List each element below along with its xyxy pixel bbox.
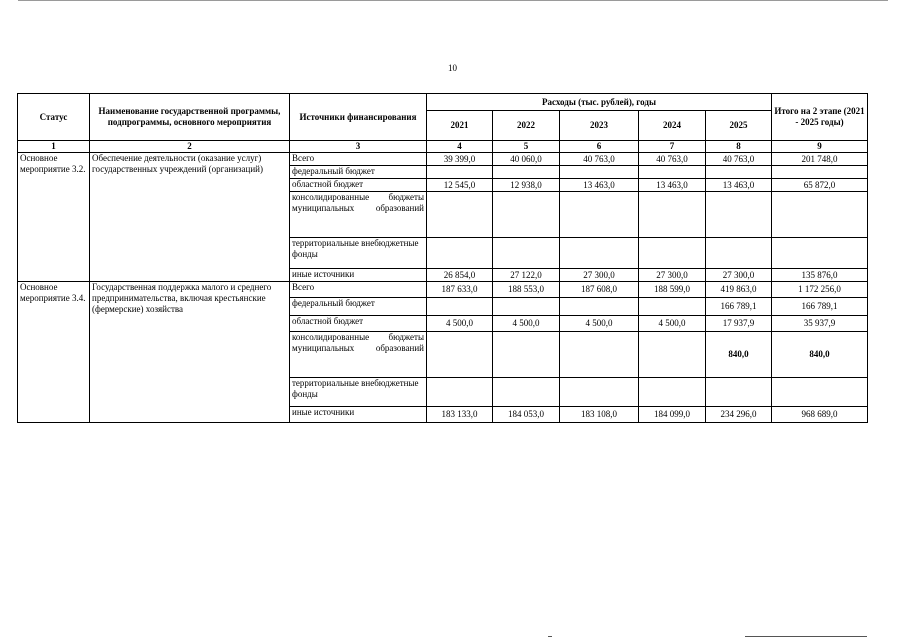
value-cell (427, 166, 493, 179)
value-cell (706, 378, 772, 407)
value-cell: 183 133,0 (427, 407, 493, 423)
table-row (18, 282, 868, 298)
total-cell: 65 872,0 (772, 179, 868, 192)
source-cell: территориальные внебюджетные фонды (290, 378, 427, 407)
value-cell (560, 298, 639, 316)
value-cell: 840,0 (706, 332, 772, 378)
value-cell (639, 298, 706, 316)
source-cell: консолидированные бюджеты муниципальных образований (290, 332, 427, 378)
total-cell: 968 689,0 (772, 407, 868, 423)
value-cell: 13 463,0 (706, 179, 772, 192)
value-cell (639, 238, 706, 269)
value-cell: 27 122,0 (493, 269, 560, 282)
header-year: 2021 (427, 111, 493, 141)
value-cell: 234 296,0 (706, 407, 772, 423)
header-total: Итого на 2 этапе (2021 - 2025 годы) (772, 94, 868, 141)
value-cell (493, 332, 560, 378)
index-cell: 8 (706, 141, 772, 153)
value-cell: 183 108,0 (560, 407, 639, 423)
value-cell: 4 500,0 (427, 316, 493, 332)
value-cell (706, 238, 772, 269)
value-cell: 4 500,0 (639, 316, 706, 332)
measure-name: Государственная поддержка малого и среднего предпринимательства, включая крестьянские (фермерские) хозяйства (90, 282, 290, 423)
source-cell: иные источники (290, 407, 427, 423)
value-cell (427, 238, 493, 269)
value-cell (560, 332, 639, 378)
index-cell: 1 (18, 141, 90, 153)
total-cell (772, 166, 868, 179)
total-cell: 166 789,1 (772, 298, 868, 316)
index-row (18, 141, 868, 153)
source-cell: федеральный бюджет (290, 166, 427, 179)
value-cell (560, 378, 639, 407)
total-cell: 840,0 (772, 332, 868, 378)
value-cell: 39 399,0 (427, 153, 493, 166)
index-cell: 3 (290, 141, 427, 153)
value-cell: 27 300,0 (706, 269, 772, 282)
value-cell (493, 166, 560, 179)
index-cell: 7 (639, 141, 706, 153)
table-row (18, 153, 868, 166)
value-cell: 40 060,0 (493, 153, 560, 166)
index-cell: 5 (493, 141, 560, 153)
value-cell (706, 192, 772, 238)
budget-table (17, 93, 868, 423)
value-cell: 13 463,0 (639, 179, 706, 192)
index-cell: 4 (427, 141, 493, 153)
measure-status: Основное мероприятие 3.4. (18, 282, 90, 423)
header-sources: Источники финансирования (290, 94, 427, 141)
value-cell: 12 545,0 (427, 179, 493, 192)
source-cell: федеральный бюджет (290, 298, 427, 316)
value-cell: 4 500,0 (493, 316, 560, 332)
source-cell: областной бюджет (290, 316, 427, 332)
value-cell: 188 553,0 (493, 282, 560, 298)
value-cell: 187 608,0 (560, 282, 639, 298)
source-cell: Всего (290, 153, 427, 166)
header-year: 2022 (493, 111, 560, 141)
scan-mark (548, 636, 552, 637)
value-cell: 13 463,0 (560, 179, 639, 192)
value-cell (639, 192, 706, 238)
value-cell (427, 192, 493, 238)
page-number: 10 (448, 63, 457, 73)
value-cell: 4 500,0 (560, 316, 639, 332)
value-cell (427, 332, 493, 378)
value-cell (493, 192, 560, 238)
value-cell: 40 763,0 (560, 153, 639, 166)
header-year: 2023 (560, 111, 639, 141)
value-cell (427, 378, 493, 407)
value-cell (639, 166, 706, 179)
value-cell: 419 863,0 (706, 282, 772, 298)
value-cell: 27 300,0 (639, 269, 706, 282)
value-cell: 184 099,0 (639, 407, 706, 423)
total-cell: 135 876,0 (772, 269, 868, 282)
header-program: Наименование государственной программы, подпрограммы, основного мероприятия (90, 94, 290, 141)
source-cell: иные источники (290, 269, 427, 282)
value-cell (427, 298, 493, 316)
source-cell: областной бюджет (290, 179, 427, 192)
value-cell (493, 378, 560, 407)
value-cell: 40 763,0 (639, 153, 706, 166)
source-cell: территориальные внебюджетные фонды (290, 238, 427, 269)
value-cell: 40 763,0 (706, 153, 772, 166)
value-cell: 188 599,0 (639, 282, 706, 298)
value-cell: 27 300,0 (560, 269, 639, 282)
value-cell (639, 378, 706, 407)
value-cell (560, 238, 639, 269)
source-cell: консолидированные бюджеты муниципальных образований (290, 192, 427, 238)
value-cell (560, 192, 639, 238)
value-cell: 184 053,0 (493, 407, 560, 423)
index-cell: 2 (90, 141, 290, 153)
header-year: 2025 (706, 111, 772, 141)
measure-status: Основное мероприятие 3.2. (18, 153, 90, 282)
value-cell (639, 332, 706, 378)
total-cell (772, 378, 868, 407)
scan-mark (745, 636, 867, 637)
header-status: Статус (18, 94, 90, 141)
value-cell (706, 166, 772, 179)
value-cell: 12 938,0 (493, 179, 560, 192)
index-cell: 6 (560, 141, 639, 153)
total-cell (772, 192, 868, 238)
value-cell: 17 937,9 (706, 316, 772, 332)
value-cell: 26 854,0 (427, 269, 493, 282)
value-cell (493, 238, 560, 269)
source-cell: Всего (290, 282, 427, 298)
total-cell (772, 238, 868, 269)
total-cell: 1 172 256,0 (772, 282, 868, 298)
value-cell: 166 789,1 (706, 298, 772, 316)
value-cell (493, 298, 560, 316)
value-cell: 187 633,0 (427, 282, 493, 298)
value-cell (560, 166, 639, 179)
total-cell: 201 748,0 (772, 153, 868, 166)
top-rule (18, 0, 888, 1)
total-cell: 35 937,9 (772, 316, 868, 332)
measure-name: Обеспечение деятельности (оказание услуг) государственных учреждений (организаций) (90, 153, 290, 282)
header-year: 2024 (639, 111, 706, 141)
index-cell: 9 (772, 141, 868, 153)
header-expenses: Расходы (тыс. рублей), годы (427, 94, 772, 111)
